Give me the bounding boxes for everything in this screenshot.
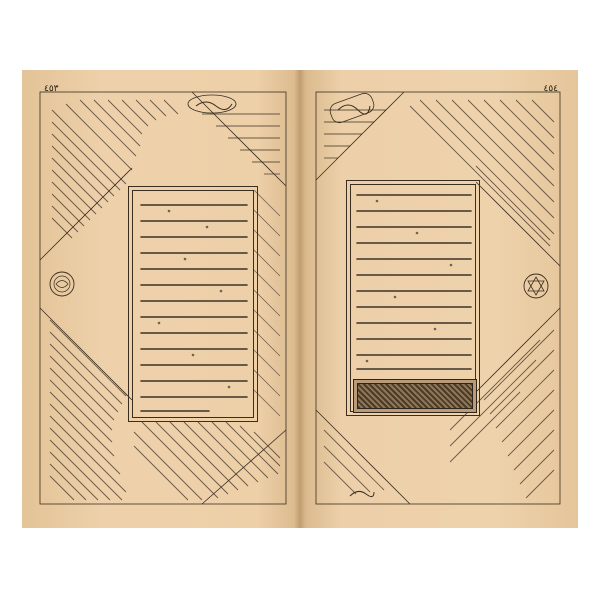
book-spread: [22, 70, 578, 528]
left-main-text-panel: [128, 186, 258, 422]
left-page-number: ٤٥٣: [44, 84, 59, 94]
right-main-text-panel: [346, 180, 480, 416]
left-seal-ornament: [188, 95, 236, 113]
right-page-number: ٤٥٤: [543, 84, 558, 94]
right-rosette-ornament: [524, 274, 548, 298]
left-page: [22, 70, 300, 528]
right-seal-ornament: [328, 91, 376, 125]
right-page: [300, 70, 578, 528]
left-rosette-ornament: [50, 272, 74, 296]
left-main-text-lines: [129, 187, 259, 423]
cartouche-pattern: [357, 383, 473, 409]
book-gutter-shadow: [294, 70, 306, 528]
right-decorative-cartouche: [353, 379, 477, 413]
